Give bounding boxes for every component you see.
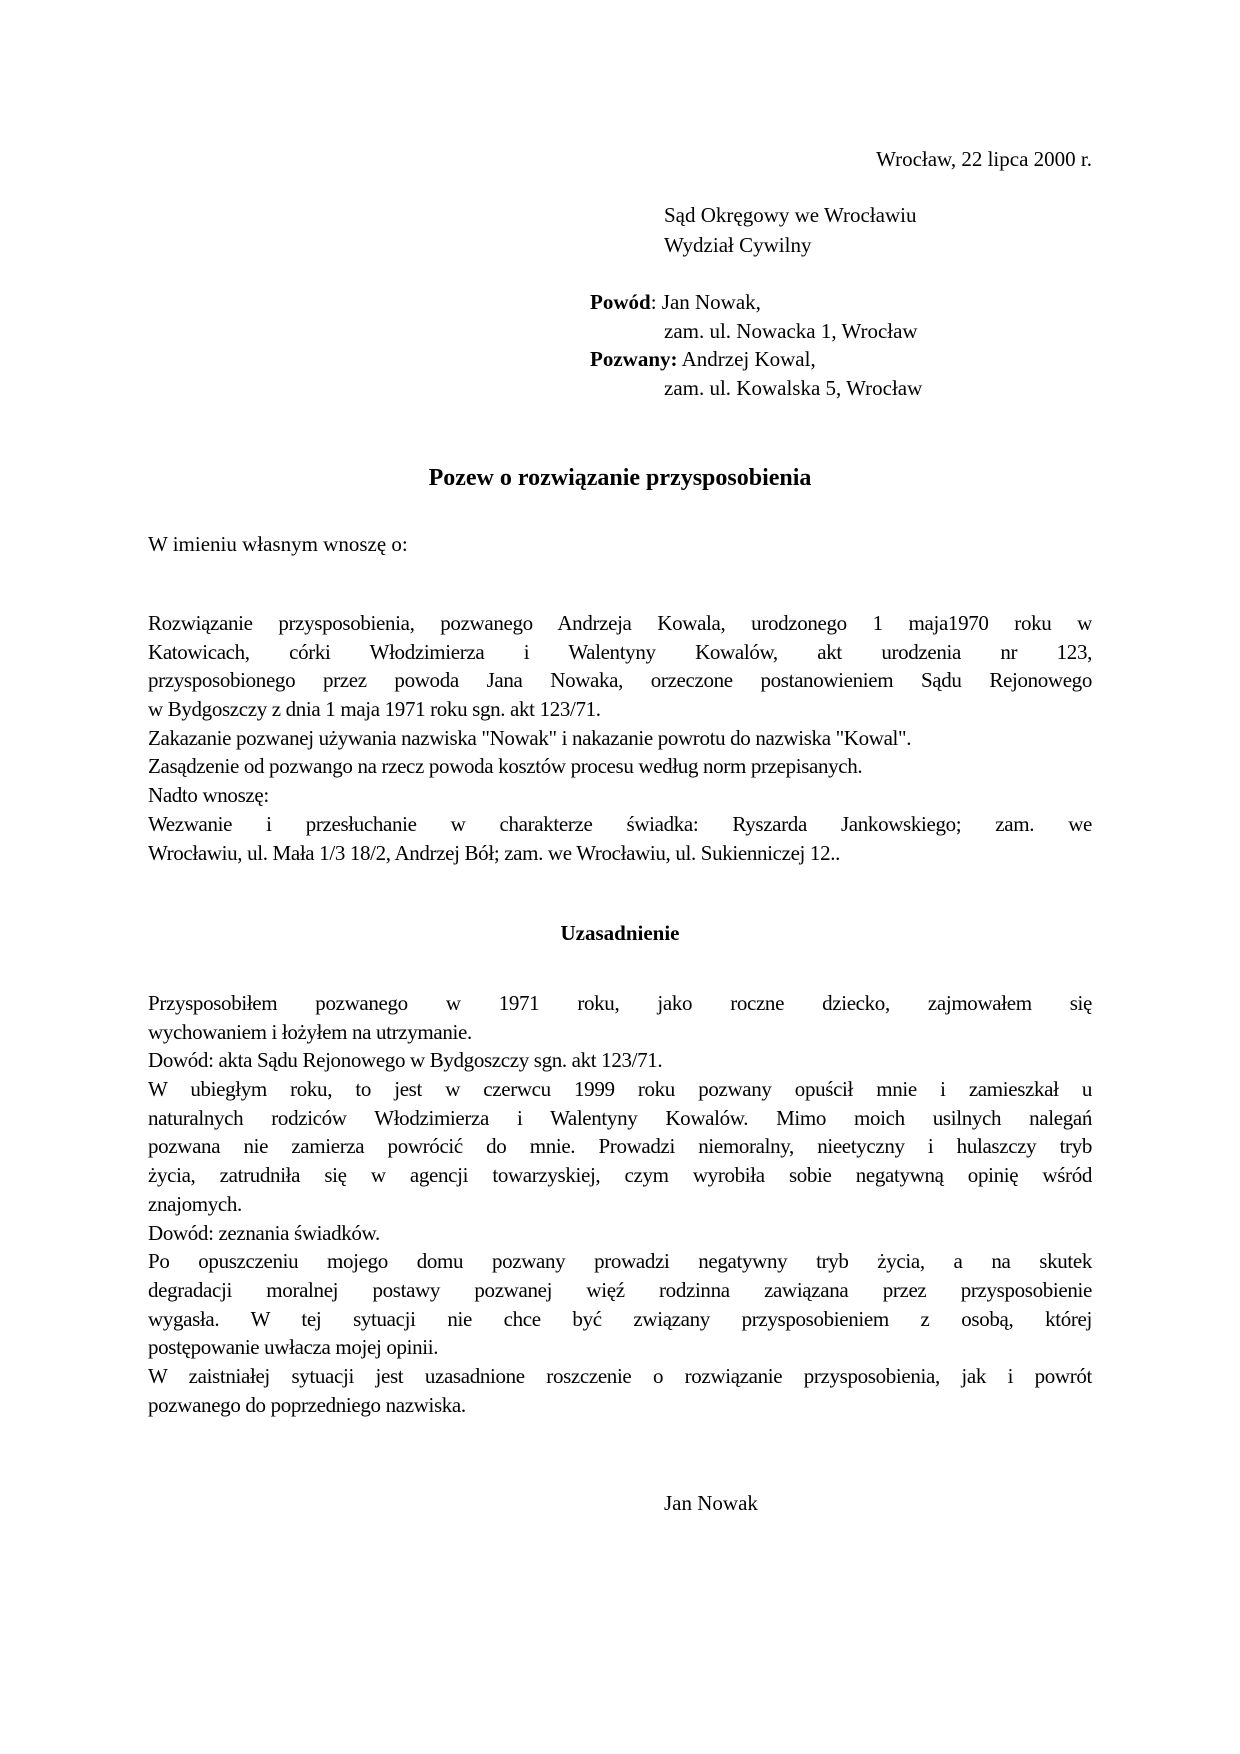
requests-section bbox=[148, 609, 1092, 867]
request-line: przysposobionego przez powoda Jana Nowaka, orzeczone postanowieniem Sądu Rejonowego bbox=[148, 668, 1092, 693]
request-line: w Bydgoszczy z dnia 1 maja 1971 roku sgn. akt 123/71. bbox=[148, 697, 601, 722]
plaintiff-line bbox=[590, 288, 761, 316]
defendant-line bbox=[590, 345, 816, 373]
plaintiff-label: Powód bbox=[590, 290, 651, 314]
justification-line: Po opuszczeniu mojego domu pozwany prowadzi negatywny tryb życia, a na skutek bbox=[148, 1249, 1092, 1274]
justification-line: Przysposobiłem pozwanego w 1971 roku, jako roczne dziecko, zajmowałem się bbox=[148, 991, 1092, 1015]
request-line: Wrocławiu, ul. Mała 1/3 18/2, Andrzej Bół; zam. we Wrocławiu, ul. Sukienniczej 12.. bbox=[148, 840, 841, 865]
court-name: Sąd Okręgowy we Wrocławiu bbox=[664, 203, 917, 227]
defendant-label: Pozwany: bbox=[590, 347, 678, 371]
document-title: Pozew o rozwiązanie przysposobienia bbox=[428, 465, 812, 491]
request-line: Nadto wnoszę: bbox=[148, 783, 269, 808]
intro-text: W imieniu własnym wnoszę o: bbox=[148, 532, 408, 556]
request-line: Zakazanie pozwanej używania nazwiska "Nowak" i nakazanie powrotu do nazwiska "Kowal". bbox=[148, 725, 912, 750]
justification-heading: Uzasadnienie bbox=[560, 921, 680, 945]
request-line: Zasądzenie od pozwango na rzecz powoda kosztów procesu według norm przepisanych. bbox=[148, 754, 863, 779]
plaintiff-address: zam. ul. Nowacka 1, Wrocław bbox=[664, 319, 918, 343]
justification-line: życia, zatrudniła się w agencji towarzyskiej, czym wyrobiła sobie negatywną opinię wśród bbox=[148, 1163, 1092, 1188]
request-line: Wezwanie i przesłuchanie w charakterze świadka: Ryszarda Jankowskiego; zam. we bbox=[148, 811, 1092, 836]
signature: Jan Nowak bbox=[664, 1491, 758, 1515]
justification-line: wygasła. W tej sytuacji nie chce być związany przysposobieniem z osobą, której bbox=[148, 1306, 1092, 1331]
justification-section bbox=[148, 989, 1092, 1419]
justification-line: znajomych. bbox=[148, 1191, 242, 1216]
justification-line: pozwana nie zamierza powrócić do mnie. Prowadzi niemoralny, nieetyczny i hulaszczy tryb bbox=[148, 1134, 1092, 1159]
justification-line: pozwanego do poprzedniego nazwiska. bbox=[148, 1392, 466, 1417]
justification-line: W zaistniałej sytuacji jest uzasadnione roszczenie o rozwiązanie przysposobienia, jak i powrót bbox=[148, 1363, 1092, 1388]
request-line: Katowicach, córki Włodzimierza i Walentyny Kowalów, akt urodzenia nr 123, bbox=[148, 639, 1092, 664]
justification-line: naturalnych rodziców Włodzimierza i Walentyny Kowalów. Mimo moich usilnych nalegań bbox=[148, 1105, 1092, 1130]
justification-line: W ubiegłym roku, to jest w czerwcu 1999 roku pozwany opuścił mnie i zamieszkał u bbox=[148, 1077, 1092, 1102]
justification-line: wychowaniem i łożyłem na utrzymanie. bbox=[148, 1019, 472, 1044]
defendant-address: zam. ul. Kowalska 5, Wrocław bbox=[664, 376, 923, 400]
justification-line: Dowód: zeznania świadków. bbox=[148, 1220, 380, 1245]
request-line: Rozwiązanie przysposobienia, pozwanego Andrzeja Kowala, urodzonego 1 maja1970 roku w bbox=[148, 611, 1092, 635]
court-division: Wydział Cywilny bbox=[664, 233, 812, 257]
justification-line: postępowanie uwłacza mojej opinii. bbox=[148, 1335, 439, 1360]
place-date: Wrocław, 22 lipca 2000 r. bbox=[876, 147, 1092, 171]
defendant-name: Andrzej Kowal, bbox=[677, 347, 816, 371]
plaintiff-name: : Jan Nowak, bbox=[650, 290, 761, 314]
justification-line: degradacji moralnej postawy pozwanej więź rodzinna zawiązana przez przysposobienie bbox=[148, 1277, 1092, 1302]
justification-line: Dowód: akta Sądu Rejonowego w Bydgoszczy sgn. akt 123/71. bbox=[148, 1048, 663, 1073]
